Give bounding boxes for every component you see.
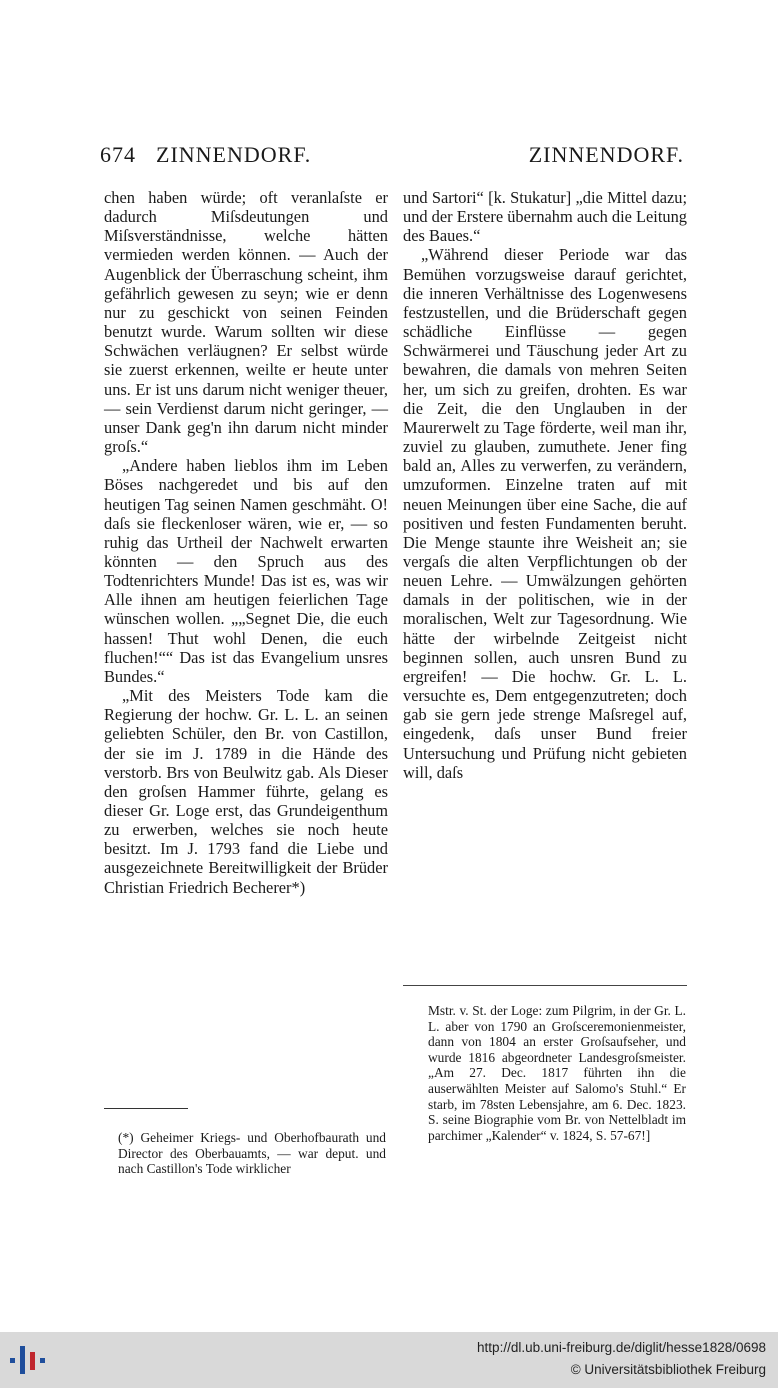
footnote-divider [104, 1108, 188, 1109]
running-title-left: ZINNENDORF. [156, 142, 312, 167]
paragraph: „Andere haben lieblos ihm im Leben Böses nachgeredet und bis auf den heutigen Tag seinen Namen geschmäht. O! daſs sie fleckenloser wären, wie er, — so ruhig das Urtheil der Nachwelt erwarten könnten — den Spruch aus des Todtenrichters Munde! Das ist es, was wir Alle ihnen am heutigen feierlichen Tage wünschen wollen. „„Segnet Die, die euch hassen! Thut wohl Denen, die euch fluchen!““ Das ist das Evangelium unsres Bundes.“ [104, 456, 388, 686]
running-title-right: ZINNENDORF. [528, 142, 684, 167]
copyright-notice: © Universitätsbibliothek Freiburg [570, 1362, 766, 1377]
paragraph: chen haben würde; oft veranlaſste er dadurch Miſsdeutungen und Miſsverständnisse, welche hätten vermieden werden können. — Auch der Augenblick der Überraschung scheint, ihm gefährlich gewesen zu seyn; wie er denn nur zu geschickt von seinen Feinden benutzt wurde. Warum sollten wir diese Schwächen verläugnen? Er selbst würde sie zuerst erkennen, weilte er heute unter uns. Er ist uns darum nicht weniger theuer, — sein Verdienst darum nicht geringer, — unser Dank geg'n ihn darum nicht minder groſs.“ [104, 188, 388, 457]
right-column [403, 188, 687, 782]
library-logo-icon [8, 1344, 52, 1376]
left-column [104, 188, 388, 897]
footnote-right [428, 1003, 686, 1143]
footnote-left [118, 1130, 386, 1177]
footnote-text: Mstr. v. St. der Loge: zum Pilgrim, in der Gr. L. L. aber von 1790 an Groſsceremonienmeister, dann von 1804 an erster Groſsaufseher, und wurde 1816 abgeordneter Landesgroſsmeister. „Am 27. Dec. 1817 führten ihn die auserwählten Meister auf Salomo's Stuhl.“ Er starb, im 78sten Lebensjahre, am 6. Dec. 1823. S. seine Biographie vom Br. von Nettelbladt im parchimer „Kalender“ v. 1824, S. 57-67!] [428, 1003, 686, 1143]
running-header [100, 142, 690, 174]
permalink[interactable] [477, 1340, 766, 1355]
footnote-text: (*) Geheimer Kriegs- und Oberhofbaurath und Director des Oberbauamts, — war deput. und nach Castillon's Tode wirklicher [118, 1130, 386, 1177]
paragraph: „Während dieser Periode war das Bemühen vorzugsweise darauf gerichtet, die inneren Verhältnisse des Logenwesens festzustellen, und die Brüderschaft gegen schädliche Einflüsse — gegen Schwärmerei und Täuschung jeder Art zu bewahren, die damals von mehren Seiten her, um sich zu greifen, drohten. Es war die Zeit, die den Unglauben in der Maurerwelt zu Tage förderte, weil man ihr, zuviel zu glauben, zumuthete. Jener fing bald an, Alles zu verwerfen, zu verändern, umzuformen. Einzelne traten auf mit neuen Meinungen über eine Sache, die auf positiven und festen Fundamenten beruht. Die Menge staunte ihre Weisheit an; sie vergaſs die alten Verpflichtungen ob der neuen Lehre. — Umwälzungen gehörten damals in der politischen, wie in der moralischen, Welt zur Tagesordnung. Wie hätte der wirbelnde Zeitgeist nicht beginnen sollen, auch unsren Bund zu ergreifen! — Die hochw. Gr. L. L. versuchte es, Dem entgegenzutreten; doch gab sie gern jede strenge Maſsregel auf, eingedenk, daſs unser Bund freier Untersuchung und Prüfung nicht gebieten will, daſs [403, 245, 687, 782]
viewer-footer [0, 1332, 778, 1388]
page-number: 674 [100, 142, 136, 167]
footnote-divider [403, 985, 687, 986]
paragraph: „Mit des Meisters Tode kam die Regierung der hochw. Gr. L. L. an seinen geliebten Schüler, den Br. von Castillon, der sie im J. 1789 in die Hände des verstorb. Brs von Beulwitz gab. Als Dieser den groſsen Hammer führte, gelang es dieser Gr. Loge erst, das Grundeigenthum zu erwerben, welches sie noch heute besitzt. Im J. 1793 fand die Liebe und ausgezeichnete Bereitwilligkeit der Brüder Christian Friedrich Becherer*) [104, 686, 388, 897]
permalink-link[interactable]: http://dl.ub.uni-freiburg.de/diglit/hesse1828/0698 [477, 1340, 766, 1355]
paragraph: und Sartori“ [k. Stukatur] „die Mittel dazu; und der Erstere übernahm auch die Leitung des Baues.“ [403, 188, 687, 246]
